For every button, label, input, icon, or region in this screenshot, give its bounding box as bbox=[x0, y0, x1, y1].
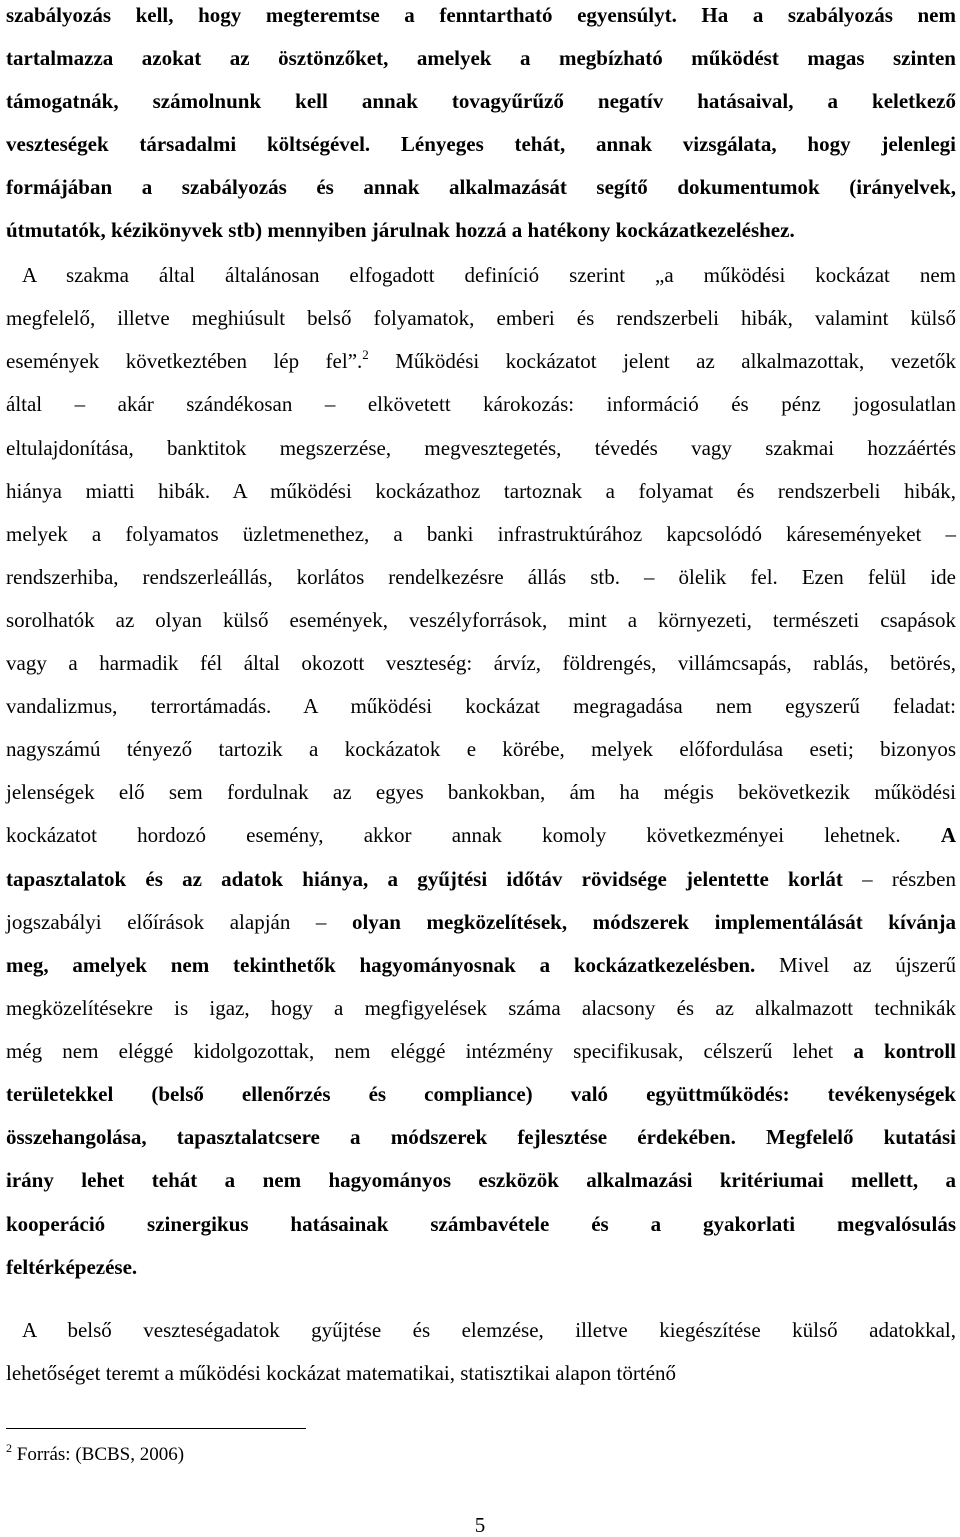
text-line bbox=[6, 608, 956, 632]
text-line bbox=[6, 867, 956, 891]
text-run: által – akár szándékosan – elkövetett károkozás: információ és pénz jogosulatlan bbox=[6, 392, 956, 416]
text-run: összehangolása, tapasztalatcsere a módszerek fejlesztése érdekében. Megfelelő kutatási bbox=[6, 1125, 956, 1149]
text-run: kockázatot hordozó esemény, akkor annak komoly következményei lehetnek. bbox=[6, 823, 941, 847]
text-run: nagyszámú tényező tartozik a kockázatok e körébe, melyek előfordulása eseti; bizonyos bbox=[6, 737, 956, 761]
text-line bbox=[6, 132, 956, 156]
footnote-separator bbox=[6, 1428, 306, 1429]
text-run: események következtében lép fel”. bbox=[6, 349, 363, 373]
text-line bbox=[6, 175, 956, 199]
footnote-mark: 2 bbox=[6, 1441, 12, 1455]
text-run: vandalizmus, terrortámadás. A működési kockázat megragadása nem egyszerű feladat: bbox=[6, 694, 956, 718]
text-line bbox=[6, 46, 956, 70]
text-run: tapasztalatok és az adatok hiánya, a gyűjtési időtáv rövidsége jelentette korlát bbox=[6, 867, 843, 891]
text-run: támogatnák, számolnunk kell annak tovagyűrűző negatív hatásaival, a keletkező bbox=[6, 89, 956, 113]
text-line bbox=[6, 1125, 956, 1149]
text-run: jelenségek elő sem fordulnak az egyes bankokban, ám ha mégis bekövetkezik működési bbox=[6, 780, 956, 804]
text-line bbox=[6, 263, 956, 287]
text-line bbox=[6, 306, 956, 330]
text-run: jogszabályi előírások alapján – bbox=[6, 910, 352, 934]
footnote-text: Forrás: (BCBS, 2006) bbox=[12, 1444, 185, 1465]
text-line bbox=[6, 780, 956, 804]
text-line bbox=[6, 436, 956, 460]
text-run: irány lehet tehát a nem hagyományos eszközök alkalmazási kritériumai mellett, a bbox=[6, 1168, 956, 1192]
text-line bbox=[6, 1168, 956, 1192]
text-run: Mivel az újszerű bbox=[755, 953, 956, 977]
text-run: eltulajdonítása, banktitok megszerzése, megvesztegetés, tévedés vagy szakmai hozzáértés bbox=[6, 436, 956, 460]
text-run: még nem eléggé kidolgozottak, nem eléggé intézmény specifikusak, célszerű lehet bbox=[6, 1039, 854, 1063]
page-number: 5 bbox=[474, 1513, 486, 1537]
text-line bbox=[6, 1361, 956, 1385]
text-run: veszteségek társadalmi költségével. Lényeges tehát, annak vizsgálata, hogy jelenlegi bbox=[6, 132, 956, 156]
text-line bbox=[6, 565, 956, 589]
text-line bbox=[6, 479, 956, 503]
text-run: a kontroll bbox=[853, 1039, 956, 1063]
text-line bbox=[6, 1212, 956, 1236]
text-line bbox=[6, 694, 956, 718]
text-line bbox=[6, 823, 956, 847]
text-run: Működési kockázatot jelent az alkalmazottak, vezetők bbox=[368, 349, 957, 373]
text-run: formájában a szabályozás és annak alkalmazását segítő dokumentumok (irányelvek, bbox=[6, 175, 956, 199]
text-run: rendszerhiba, rendszerleállás, korlátos rendelkezésre állás stb. – ölelik fel. Ezen felül ide bbox=[6, 565, 956, 589]
text-run: megfelelő, illetve meghiúsult belső folyamatok, emberi és rendszerbeli hibák, valamint külső bbox=[6, 306, 956, 330]
text-run: szabályozás kell, hogy megteremtse a fenntartható egyensúlyt. Ha a szabályozás nem bbox=[6, 3, 956, 27]
text-run: melyek a folyamatos üzletmenethez, a banki infrastruktúrához kapcsolódó káreseményeket – bbox=[6, 522, 956, 546]
text-run: A szakma által általánosan elfogadott definíció szerint „a működési kockázat nem bbox=[22, 263, 956, 287]
text-run: útmutatók, kézikönyvek stb) mennyiben járulnak hozzá a hatékony kockázatkezeléshez. bbox=[6, 218, 795, 242]
footnote-reference: 2 bbox=[362, 347, 369, 362]
text-run: vagy a harmadik fél által okozott veszteség: árvíz, földrengés, villámcsapás, rablás, betörés, bbox=[6, 651, 956, 675]
text-run: – részben bbox=[842, 867, 956, 891]
text-run: lehetőséget teremt a működési kockázat matematikai, statisztikai alapon történő bbox=[6, 1361, 677, 1385]
text-run: tartalmazza azokat az ösztönzőket, amelyek a megbízható működést magas szinten bbox=[6, 46, 956, 70]
text-run: kooperáció szinergikus hatásainak számbavétele és a gyakorlati megvalósulás bbox=[6, 1212, 956, 1236]
text-line bbox=[6, 3, 956, 27]
text-line bbox=[6, 1082, 956, 1106]
text-line bbox=[6, 651, 956, 675]
text-line bbox=[6, 953, 956, 977]
text-line bbox=[6, 1318, 956, 1342]
text-run: A bbox=[940, 823, 956, 847]
text-run: meg, amelyek nem tekinthetők hagyományosnak a kockázatkezelésben. bbox=[6, 953, 756, 977]
text-line bbox=[6, 392, 956, 416]
footnote bbox=[6, 1441, 185, 1466]
text-line bbox=[6, 349, 956, 373]
text-line bbox=[6, 218, 956, 242]
text-run: megközelítésekre is igaz, hogy a megfigyelések száma alacsony és az alkalmazott technikák bbox=[6, 996, 956, 1020]
text-line bbox=[6, 910, 956, 934]
text-run: feltérképezése. bbox=[6, 1255, 138, 1279]
text-run: sorolhatók az olyan külső események, veszélyforrások, mint a környezeti, természeti csapások bbox=[6, 608, 956, 632]
text-run: hiánya miatti hibák. A működési kockázathoz tartoznak a folyamat és rendszerbeli hibák, bbox=[6, 479, 956, 503]
text-line bbox=[6, 737, 956, 761]
text-line bbox=[6, 996, 956, 1020]
text-line bbox=[6, 1039, 956, 1063]
text-run: A belső veszteségadatok gyűjtése és elemzése, illetve kiegészítése külső adatokkal, bbox=[22, 1318, 956, 1342]
text-line bbox=[6, 89, 956, 113]
text-line bbox=[6, 1255, 956, 1279]
text-run: olyan megközelítések, módszerek implementálását kívánja bbox=[351, 910, 956, 934]
text-line bbox=[6, 522, 956, 546]
text-run: területekkel (belső ellenőrzés és compliance) való együttműködés: tevékenységek bbox=[6, 1082, 956, 1106]
